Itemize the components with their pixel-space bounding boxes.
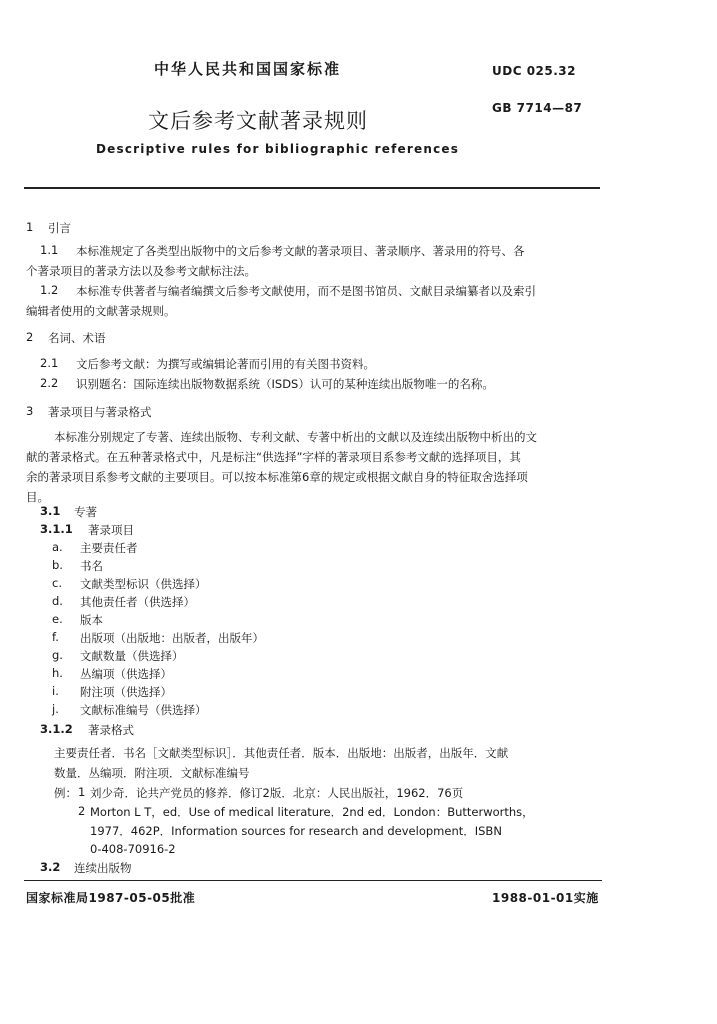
list-item: 版本 bbox=[80, 613, 103, 627]
clause-3-1-1-title: 著录项目 bbox=[88, 523, 134, 537]
clause-1-1-number: 1.1 bbox=[40, 243, 59, 257]
clause-3-1-2-number: 3.1.2 bbox=[40, 722, 73, 736]
section-2-number: 2 bbox=[26, 330, 34, 344]
effective-date: 1988-01-01实施 bbox=[492, 891, 599, 905]
section-3-title: 著录项目与著录格式 bbox=[48, 405, 152, 419]
example-2-line-2: 1977．462P．Information sources for research and development．ISBN bbox=[90, 824, 502, 838]
list-item-label: i. bbox=[52, 684, 59, 698]
format-line-2: 数量．丛编项．附注项．文献标准编号 bbox=[54, 766, 250, 780]
document-title: 文后参考文献著录规则 bbox=[148, 109, 368, 133]
list-item: 其他责任者（供选择） bbox=[80, 595, 195, 609]
example-2-number: 2 bbox=[78, 804, 86, 818]
section-3-number: 3 bbox=[26, 404, 34, 418]
section-2-title: 名词、术语 bbox=[48, 331, 106, 345]
section-3-intro-line-1: 本标准分别规定了专著、连续出版物、专利文献、专著中析出的文献以及连续出版物中析出的文 bbox=[54, 430, 537, 444]
list-item: 书名 bbox=[80, 559, 103, 573]
list-item: 文献类型标识（供选择） bbox=[80, 577, 207, 591]
clause-1-1-line-2: 个著录项目的著录方法以及参考文献标注法。 bbox=[26, 264, 256, 278]
list-item-label: g. bbox=[52, 648, 63, 662]
list-item-label: d. bbox=[52, 594, 63, 608]
clause-3-1-2-title: 著录格式 bbox=[88, 723, 134, 737]
clause-1-1-line-1: 本标准规定了各类型出版物中的文后参考文献的著录项目、著录顺序、著录用的符号、各 bbox=[76, 244, 525, 258]
gb-number: GB 7714—87 bbox=[492, 101, 583, 115]
section-3-intro-line-4: 目。 bbox=[26, 490, 49, 504]
section-3-intro-line-2: 献的著录格式。在五种著录格式中，凡是标注“供选择”字样的著录项目系参考文献的选择项目，其 bbox=[26, 450, 521, 464]
approval-date: 国家标准局1987-05-05批准 bbox=[26, 891, 196, 905]
header-rule bbox=[24, 187, 600, 189]
list-item-label: b. bbox=[52, 558, 63, 572]
example-1-number: 1 bbox=[78, 785, 86, 799]
footer-rule bbox=[24, 880, 602, 881]
format-line-1: 主要责任者．书名［文献类型标识］．其他责任者．版本．出版地：出版者，出版年．文献 bbox=[54, 746, 509, 760]
list-item: 出版项（出版地：出版者，出版年） bbox=[80, 631, 264, 645]
section-3-intro-line-3: 余的著录项目系参考文献的主要项目。可以按本标准第6章的规定或根据文献自身的特征取舍选择项 bbox=[26, 470, 528, 484]
example-label: 例： bbox=[54, 786, 77, 800]
clause-3-1-1-number: 3.1.1 bbox=[40, 522, 73, 536]
clause-2-2-text: 识别题名：国际连续出版物数据系统（ISDS）认可的某种连续出版物唯一的名称。 bbox=[76, 377, 494, 391]
list-item-label: h. bbox=[52, 666, 63, 680]
clause-1-2-line-2: 编辑者使用的文献著录规则。 bbox=[26, 304, 176, 318]
clause-2-2-number: 2.2 bbox=[40, 376, 59, 390]
english-title: Descriptive rules for bibliographic references bbox=[96, 142, 460, 156]
clause-3-2-number: 3.2 bbox=[40, 860, 61, 874]
example-2-line-1: Morton L T，ed．Use of medical literature．2nd ed．London：Butterworths， bbox=[90, 805, 534, 819]
udc-code: UDC 025.32 bbox=[492, 64, 576, 78]
clause-3-1-number: 3.1 bbox=[40, 504, 61, 518]
list-item: 文献数量（供选择） bbox=[80, 649, 184, 663]
list-item-label: f. bbox=[52, 630, 59, 644]
clause-2-1-number: 2.1 bbox=[40, 356, 59, 370]
list-item-label: c. bbox=[52, 576, 62, 590]
clause-3-2-title: 连续出版物 bbox=[74, 861, 132, 875]
list-item-label: a. bbox=[52, 540, 63, 554]
clause-2-1-text: 文后参考文献：为撰写或编辑论著而引用的有关图书资料。 bbox=[76, 357, 375, 371]
section-1-title: 引言 bbox=[48, 221, 71, 235]
clause-1-2-line-1: 本标准专供著者与编者编撰文后参考文献使用，而不是图书馆员、文献目录编纂者以及索引 bbox=[76, 284, 536, 298]
clause-1-2-number: 1.2 bbox=[40, 283, 59, 297]
section-1-number: 1 bbox=[26, 220, 34, 234]
example-1-text: 刘少奇．论共产党员的修养．修订2版．北京：人民出版社，1962．76页 bbox=[90, 786, 464, 800]
list-item: 主要责任者 bbox=[80, 541, 138, 555]
list-item: 附注项（供选择） bbox=[80, 685, 172, 699]
example-2-line-3: 0-408-70916-2 bbox=[90, 842, 176, 856]
list-item-label: j. bbox=[52, 702, 59, 716]
list-item: 文献标准编号（供选择） bbox=[80, 703, 207, 717]
standard-org-title: 中华人民共和国国家标准 bbox=[154, 60, 342, 78]
list-item-label: e. bbox=[52, 612, 63, 626]
list-item: 丛编项（供选择） bbox=[80, 667, 172, 681]
clause-3-1-title: 专著 bbox=[74, 505, 97, 519]
